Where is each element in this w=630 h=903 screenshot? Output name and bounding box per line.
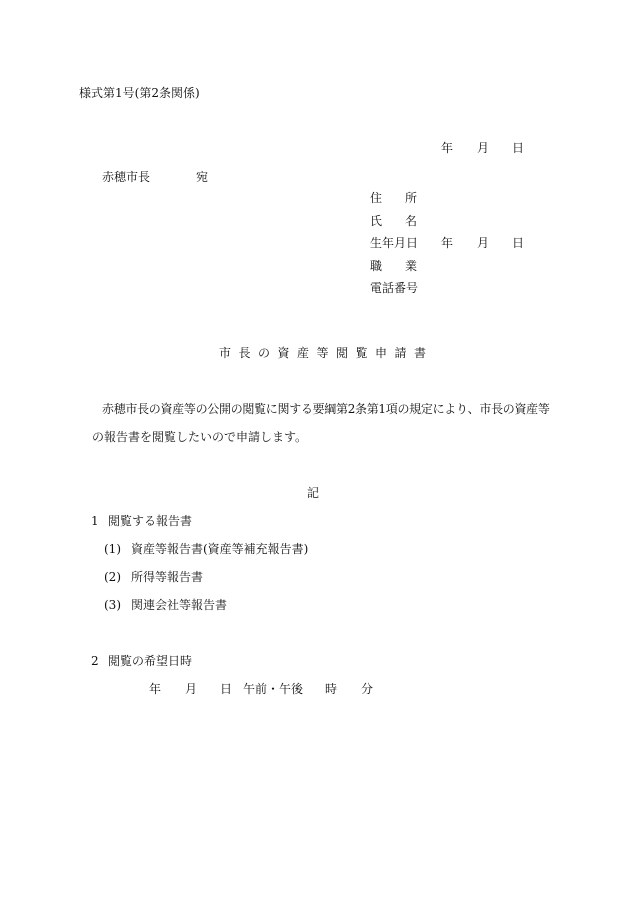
addressee-name: 赤穂市長	[102, 170, 151, 184]
address-label-2: 所	[405, 191, 418, 205]
section1-heading: 閲覧する報告書	[108, 514, 193, 528]
ki-heading: 記	[307, 486, 320, 500]
visit-year: 年	[149, 682, 162, 696]
document-title: 市長の資産等閲覧申請書	[219, 346, 434, 360]
item-1-number: (1)	[104, 542, 121, 556]
visit-day: 日	[220, 682, 233, 696]
phone-label: 電話番号	[370, 281, 419, 295]
form-number: 様式第1号(第2条関係)	[79, 86, 200, 100]
address-label-1: 住	[370, 191, 383, 205]
visit-hour: 時	[325, 682, 338, 696]
date-year: 年	[441, 141, 454, 155]
section1-number: 1	[91, 514, 99, 528]
birth-year: 年	[441, 236, 454, 250]
occupation-label-2: 業	[405, 259, 418, 273]
name-label-2: 名	[405, 214, 418, 228]
item-1-label: 資産等報告書(資産等補充報告書)	[131, 542, 309, 556]
item-3-number: (3)	[104, 598, 121, 612]
occupation-label-1: 職	[370, 259, 383, 273]
name-label-1: 氏	[370, 214, 383, 228]
birthdate-label: 生年月日	[370, 236, 419, 250]
body-line-1: 赤穂市長の資産等の公開の閲覧に関する要綱第2条第1項の規定により、市長の資産等	[102, 402, 550, 416]
item-3-label: 関連会社等報告書	[131, 598, 228, 612]
visit-month: 月	[185, 682, 198, 696]
date-month: 月	[477, 141, 490, 155]
visit-minute: 分	[361, 682, 374, 696]
visit-ampm: 午前・午後	[243, 682, 304, 696]
birth-day: 日	[512, 236, 525, 250]
addressee-suffix: 宛	[196, 170, 209, 184]
item-2-number: (2)	[104, 570, 121, 584]
date-day: 日	[512, 141, 525, 155]
item-2-label: 所得等報告書	[131, 570, 204, 584]
section2-number: 2	[91, 654, 99, 668]
section2-heading: 閲覧の希望日時	[108, 654, 193, 668]
birth-month: 月	[477, 236, 490, 250]
body-line-2: の報告書を閲覧したいので申請します。	[92, 430, 308, 444]
